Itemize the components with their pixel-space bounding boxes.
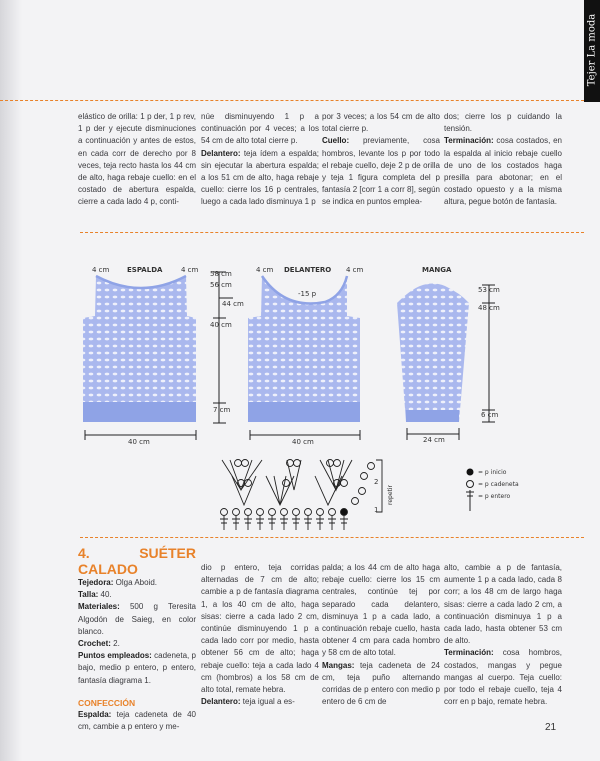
- top-column-3: [322, 111, 440, 209]
- page-number: 21: [545, 722, 557, 733]
- paragraph: alto, cambie a p de fantasía, aumente 1 p a cada lado, cada 8 corr; a los 48 cm de largo haga sisas: cierre a cada lado 2 cm, a continuación disminuya 1 p a cada lado, hasta obtener 53 cm de alto.: [444, 563, 562, 646]
- crochet-chart: [220, 460, 394, 531]
- chain-stitch: [329, 509, 336, 516]
- label: 4 cm: [256, 266, 274, 274]
- chain-stitch: [245, 509, 252, 516]
- chain-stitch: [305, 509, 312, 516]
- label: 53 cm: [478, 286, 500, 294]
- label: -15 p: [298, 290, 317, 298]
- paragraph: Delantero: teja ídem a espalda; sin ejecutar la abertura espalda; a los 51 cm de alto, haga rebaje cuello: cierre los 16 p centrales, luego a cada lado disminuya 1 p: [201, 148, 319, 207]
- legend-label: = p inicio: [478, 469, 507, 476]
- section-title: 4. SUÉTER CALADO: [78, 545, 196, 577]
- paragraph: Puntos empleados: cadeneta, p bajo, medio p entero, p entero, fantasía diagrama 1.: [78, 651, 196, 685]
- chart-legend: [466, 469, 519, 512]
- start-stitch: [341, 509, 348, 516]
- chain-stitch: [281, 509, 288, 516]
- bottom-column-4: [444, 562, 562, 708]
- double-crochet-stitch: [232, 516, 240, 530]
- double-crochet-stitch: [220, 516, 228, 530]
- chain-stitch: [257, 509, 264, 516]
- label: 24 cm: [423, 436, 445, 444]
- double-crochet-stitch: [340, 516, 348, 530]
- label: 48 cm: [478, 304, 500, 312]
- double-crochet-stitch: [280, 516, 288, 530]
- paragraph: Terminación: cosa hombros, costados, mangas y pegue mangas al cuerpo. Teja cuello: por todo el rebaje cuello, teja 4 corr en p bajo, remate hebra.: [444, 648, 562, 707]
- height-ruler-sleeve: [478, 285, 500, 422]
- double-crochet-stitch: [304, 516, 312, 530]
- label: 56 cm: [210, 281, 232, 289]
- paragraph: Crochet: 2.: [78, 639, 120, 649]
- row-number: 2: [374, 478, 379, 486]
- top-column-1: [78, 111, 196, 209]
- bottom-column-2: [201, 562, 319, 708]
- chain-stitch: [269, 509, 276, 516]
- label: 7 cm: [213, 406, 231, 414]
- paragraph: Tejedora: Olga Aboid.: [78, 578, 158, 587]
- bottom-column-3: [322, 562, 440, 708]
- label: 44 cm: [222, 300, 244, 308]
- paragraph: Materiales: 500 g Teresita Algodón de Saieg, en color blanco.: [78, 602, 196, 636]
- chain-stitch: [293, 509, 300, 516]
- row-number: 1: [374, 506, 379, 514]
- chain-stitch: [233, 509, 240, 516]
- subheading: CONFECCIÓN: [78, 697, 136, 708]
- filled-circle-icon: [467, 469, 474, 476]
- paragraph: Delantero: teja igual a es-: [201, 697, 295, 707]
- side-tab: [584, 0, 600, 102]
- chain-stitch: [221, 509, 228, 516]
- double-crochet-stitch: [328, 516, 336, 530]
- height-ruler-body: [210, 270, 244, 423]
- repeat-label: repetir: [387, 484, 394, 505]
- paragraph: por 3 veces; a los 54 cm de alto total cierre p.: [322, 112, 440, 134]
- label: 40 cm: [128, 438, 150, 446]
- top-column-4: [444, 111, 562, 209]
- divider-bottom: [80, 537, 584, 538]
- label: ESPALDA: [127, 266, 163, 274]
- chain-stitch: [317, 509, 324, 516]
- paragraph: dos; cierre los p cuidando la tensión.: [444, 112, 562, 134]
- delantero-piece: [248, 266, 364, 446]
- paragraph: Talla: 40.: [78, 590, 112, 600]
- manga-piece: [397, 266, 469, 444]
- label: 4 cm: [346, 266, 364, 274]
- double-crochet-stitch: [268, 516, 276, 530]
- label: 4 cm: [181, 266, 199, 274]
- paragraph: Cuello: previamente, cosa hombros, levante los p por todo el rebaje cuello, deje 2 p de orilla y teja 1 figura completa del p fantasía 2 [corr 1 a corr 8], según se indica en puntos emplea-: [322, 136, 440, 207]
- cross-icon: [466, 490, 474, 511]
- double-crochet-stitch: [316, 516, 324, 530]
- label: 58 cm: [210, 270, 232, 278]
- divider-top: [0, 100, 584, 101]
- side-tab-label: Tejer La moda: [586, 13, 598, 87]
- label: 6 cm: [481, 411, 499, 419]
- top-column-2: [201, 111, 319, 209]
- label: MANGA: [422, 266, 452, 274]
- paragraph: Espalda: teja cadeneta de 40 cm, cambie a p entero y me-: [78, 710, 196, 732]
- label: 40 cm: [292, 438, 314, 446]
- legend-label: = p entero: [478, 493, 511, 500]
- legend-label: = p cadeneta: [478, 481, 519, 488]
- label: DELANTERO: [284, 266, 332, 274]
- paragraph: núe disminuyendo 1 p a continuación por 4 veces; a los 54 cm de alto total cierre p.: [201, 112, 319, 146]
- espalda-piece: [83, 266, 199, 446]
- paragraph: palda; a los 44 cm de alto haga rebaje cuello: cierre los 15 cm centrales, continúe tej por separado cada delantero, disminuya 1 p a cada lado, a continuación rebaje cuello, hasta obtener 4 cm para cada hombro y 58 cm de alto total.: [322, 563, 440, 658]
- divider-mid: [80, 232, 584, 233]
- circle-icon: [467, 481, 474, 488]
- double-crochet-stitch: [256, 516, 264, 530]
- bottom-column-1: [78, 545, 196, 733]
- paragraph: Terminación: cosa costados, en la espalda al inicio rebaje cuello de uno de los costados haga presilla para abotonar; en el costado opuesto y a la misma altura, pegue botón de fantasía.: [444, 136, 562, 207]
- pattern-diagram: [0, 250, 600, 535]
- label: 4 cm: [92, 266, 110, 274]
- paragraph: Mangas: teja cadeneta de 24 cm, teja puño alternando corridas de p entero con medio p entero de 6 cm de: [322, 660, 440, 707]
- double-crochet-stitch: [292, 516, 300, 530]
- label: 40 cm: [210, 321, 232, 329]
- paragraph: dio p entero, teja corridas alternadas de 7 cm de alto; cambie a p de fantasía diagrama 1, a los 40 cm de alto, haga sisas: cierre a cada lado 2 cm, continúe disminuyendo 1 p a cada lado corr por medio, hasta obtener 56 cm de alto; haga rebaje cuello: teja a cada lado 4 cm (hombros) a los 58 cm de alto total, remate hebra.: [201, 563, 319, 695]
- paragraph: elástico de orilla: 1 p der, 1 p rev, 1 p der y ejecute disminuciones a continuación y antes de estos, en cada corr de derecho por 8 veces, teja recto hasta los 44 cm de alto, haga rebaje cuello: en el costado de abertura espalda, cierre a cada lado 4 p, conti-: [78, 112, 196, 207]
- double-crochet-stitch: [244, 516, 252, 530]
